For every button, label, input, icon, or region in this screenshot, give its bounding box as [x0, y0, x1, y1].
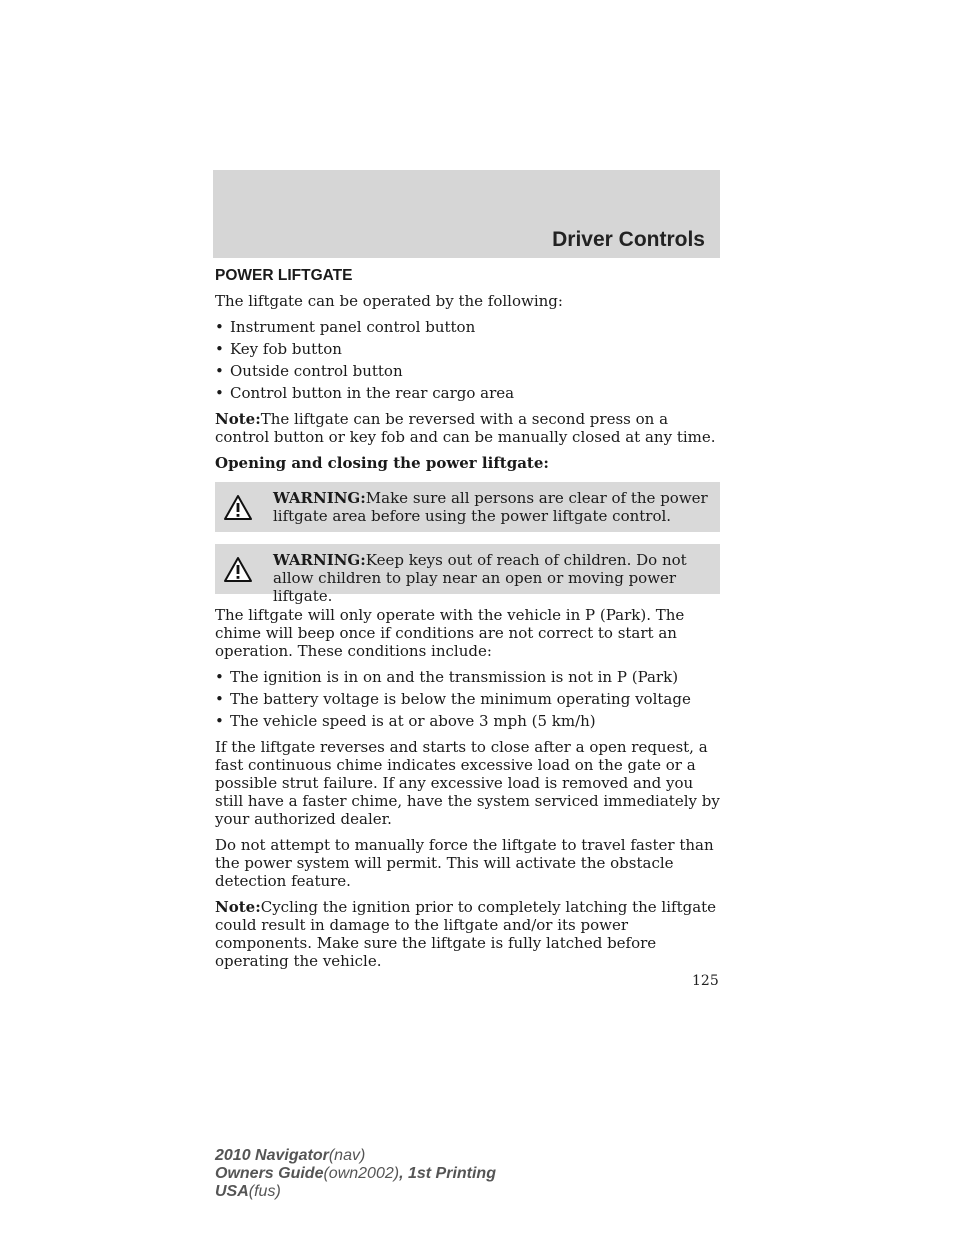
- list-item: • Outside control button: [215, 362, 720, 380]
- footer-model: 2010 Navigator: [215, 1147, 329, 1164]
- print-footer: [215, 1147, 496, 1201]
- conditions-list: [215, 668, 720, 730]
- list-item: • Key fob button: [215, 340, 720, 358]
- warning-triangle-icon: [223, 489, 261, 525]
- warning-body: Keep keys out of reach of children. Do not allow children to play near an open or moving power liftgate.: [273, 551, 687, 605]
- warning-text: [273, 489, 712, 525]
- warning-box: [215, 544, 720, 605]
- footer-guide-code: (own2002): [323, 1165, 400, 1182]
- section-header-band: [213, 170, 720, 258]
- page-content: [215, 267, 720, 978]
- list-item: • Control button in the rear cargo area: [215, 384, 720, 402]
- footer-guide: Owners Guide: [215, 1165, 324, 1182]
- note-label: Note:: [215, 898, 261, 916]
- list-item: • Instrument panel control button: [215, 318, 720, 336]
- operate-list: [215, 318, 720, 402]
- list-item: • The vehicle speed is at or above 3 mph (5 km/h): [215, 712, 720, 730]
- note-text: Cycling the ignition prior to completely latching the liftgate could result in damage to the liftgate and/or its power components. Make sure the liftgate is fully latched before operating the vehicle.: [215, 898, 717, 970]
- warning-body: Make sure all persons are clear of the power liftgate area before using the power liftgate control.: [273, 489, 708, 525]
- footer-line: [215, 1165, 496, 1183]
- page-number: 125: [692, 973, 719, 989]
- subheading: Opening and closing the power liftgate:: [215, 454, 549, 472]
- footer-printing: , 1st Printing: [399, 1165, 496, 1182]
- park-paragraph: The liftgate will only operate with the vehicle in P (Park). The chime will beep once if conditions are not correct to start an operation. These conditions include:: [215, 606, 685, 660]
- warning-text: [273, 551, 712, 605]
- list-item: • The battery voltage is below the minimum operating voltage: [215, 690, 720, 708]
- footer-line: [215, 1147, 496, 1165]
- footer-market-code: (fus): [248, 1183, 281, 1200]
- footer-model-code: (nav): [328, 1147, 366, 1164]
- reverse-paragraph: If the liftgate reverses and starts to close after a open request, a fast continuous chime indicates excessive load on the gate or a possible strut failure. If any excessive load is removed and you still have a faster chime, have the system serviced immediately by your authorized dealer.: [215, 738, 720, 828]
- note-paragraph: [215, 410, 720, 446]
- warning-box: [215, 482, 720, 532]
- footer-market: USA: [215, 1183, 249, 1200]
- section-title: Driver Controls: [552, 228, 705, 251]
- footer-line: [215, 1183, 496, 1201]
- warning-triangle-icon: [223, 551, 261, 587]
- note-label: Note:: [215, 410, 261, 428]
- intro-paragraph: The liftgate can be operated by the following:: [215, 292, 563, 310]
- list-item: • The ignition is in on and the transmission is not in P (Park): [215, 668, 720, 686]
- warning-label: WARNING:: [273, 551, 366, 569]
- note-text: The liftgate can be reversed with a second press on a control button or key fob and can be manually closed at any time.: [215, 410, 716, 446]
- note-paragraph: [215, 898, 720, 970]
- force-paragraph: Do not attempt to manually force the liftgate to travel faster than the power system will permit. This will activate the obstacle detection feature.: [215, 836, 714, 890]
- page-heading: POWER LIFTGATE: [215, 267, 353, 284]
- warning-label: WARNING:: [273, 489, 366, 507]
